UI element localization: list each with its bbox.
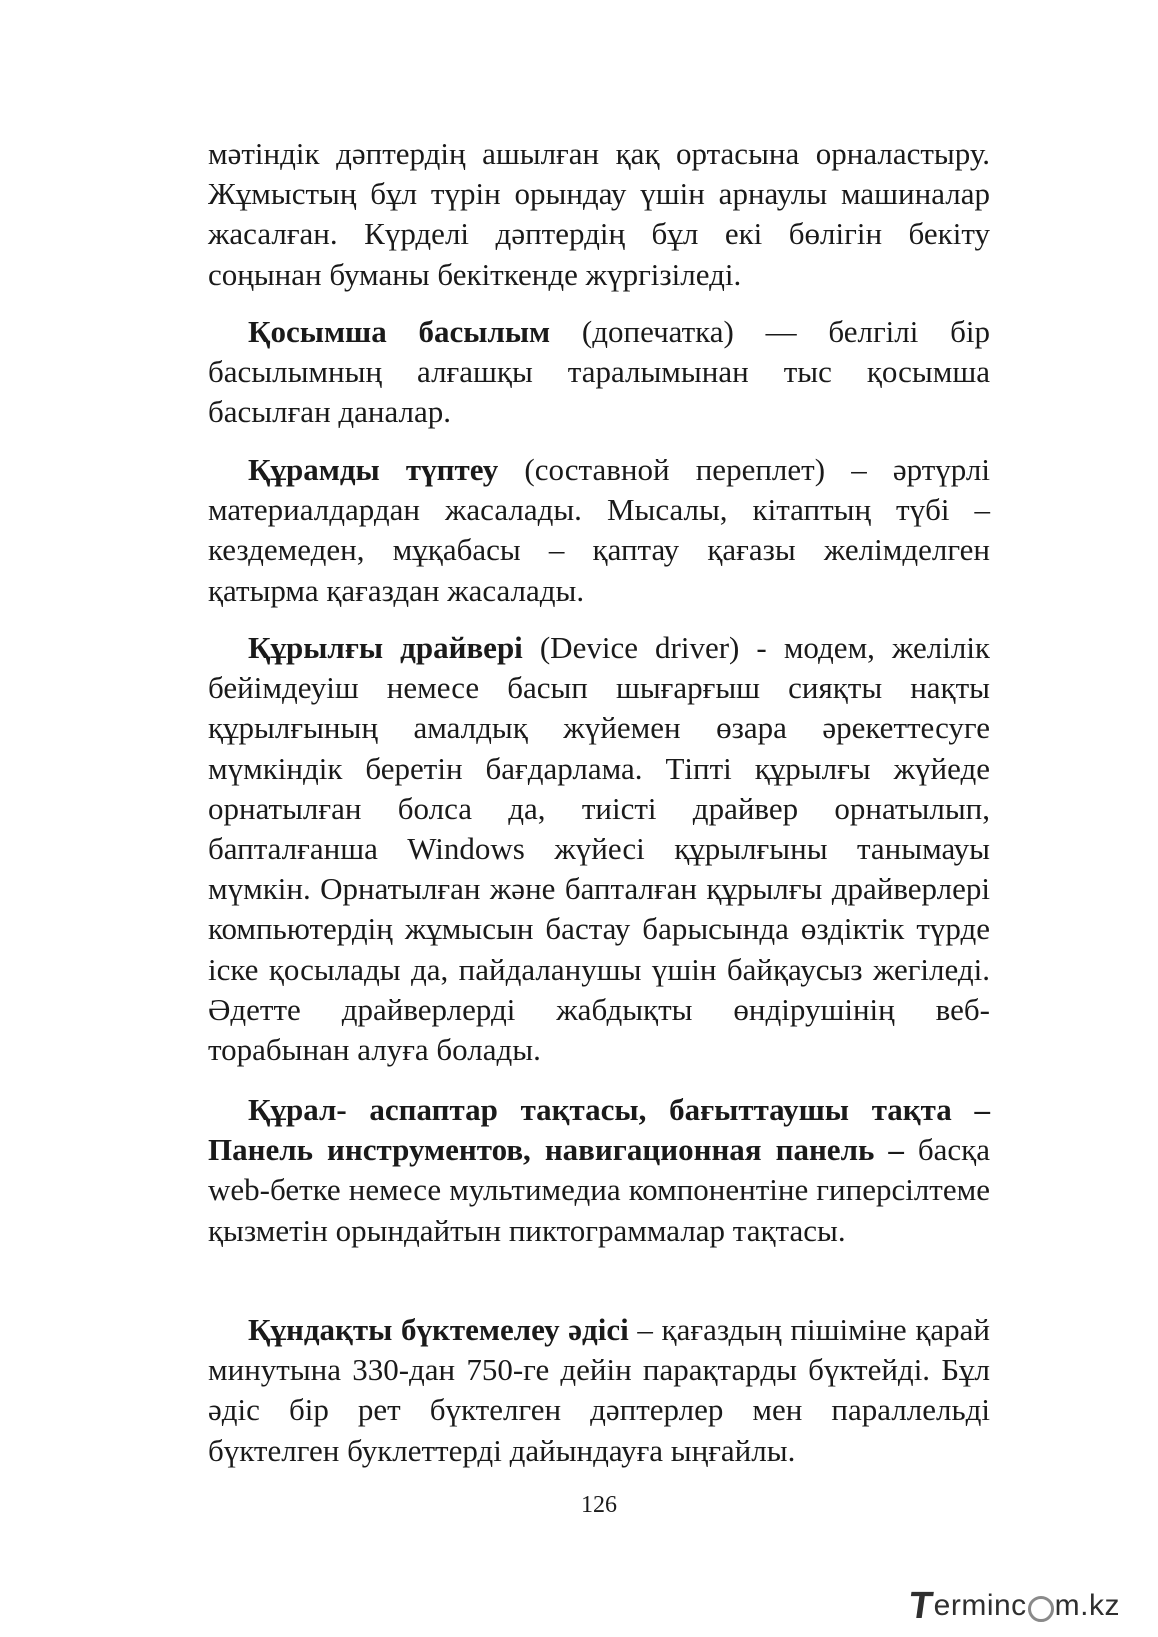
page-number: 126 [581, 1492, 617, 1518]
entry-qural-aspaptar-taqtasy [208, 1090, 990, 1251]
entry-qurylgy-draiveri [208, 628, 990, 1070]
entry-definition: (составной переплет) – әртүрлі материалдардан жасалады. Мысалы, кітаптың түбі – кездемеден, мұқабасы – қаптау қағазы желімделген қатырма қағаздан жасалады. [208, 452, 990, 608]
entry-qundaqty-buktemeley [208, 1310, 990, 1471]
entry-term: Құрал- аспаптар тақтасы, бағыттаушы тақта – Панель инструментов, навигационная панель – [208, 1092, 990, 1168]
paragraph-continuation [208, 134, 990, 295]
entry-term: Қосымша басылым [248, 314, 551, 349]
entry-term: Құрылғы драйвері [248, 630, 523, 665]
entry-term: Құндақты бүктемелеу әдісі [248, 1312, 629, 1347]
entry-term: Құрамды түптеу [248, 452, 499, 487]
entry-quramdy-tuptey [208, 450, 990, 611]
entry-definition: (допечатка) — белгілі бір басылымның алғашқы таралымынан тыс қосымша басылған даналар. [208, 314, 990, 430]
entry-definition: – қағаздың пішіміне қарай минутына 330-дан 750-ге дейін парақтарды бүктейді. Бұл әдіс бір рет бүктелген дәптерлер мен параллельді бүктелген буклеттерді дайындауға ыңғайлы. [208, 1312, 991, 1468]
paragraph-text: мәтіндік дәптердің ашылған қақ ортасына орналастыру. Жұмыстың бұл түрін орындау үшін арнаулы машиналар жасалған. Күрделі дәптердің бұл екі бөлігін бекіту соңынан буманы бекіткенде жүргізіледі. [208, 136, 990, 292]
logo-text-end: m.kz [1054, 1589, 1120, 1622]
entry-definition: (Device driver) - модем, желілік бейімдеуіш немесе басып шығарғыш сияқты нақты құрылғының амалдық жүйемен өзара әрекеттесуге мүмкіндік беретін бағдарлама. Тіпті құрылғы жүйеде орнатылған болса да, тиісті драйвер орнатылып, бапталғанша Windows жүйесі құрылғыны танымауы мүмкін. Орнатылған және бапталған құрылғы драйверлері компьютердің жұмысын бастау барысында өздіктік түрде іске қосылады да, пайдаланушы үшін байқаусыз жегіледі. Әдетте драйверлерді жабдықты өндірушінің веб-торабынан алуға болады. [208, 630, 990, 1068]
entry-qosymsha-basylym [208, 312, 990, 433]
termincom-logo [905, 1585, 1120, 1627]
logo-text-start: erminc [933, 1589, 1027, 1622]
logo-letter-t: T [905, 1585, 936, 1627]
logo-o-circle-icon [1028, 1596, 1054, 1622]
entry-definition: басқа web-бетке немесе мультимедиа компонентіне гиперсілтеме қызметін орындайтын пиктограммалар тақтасы. [208, 1132, 990, 1248]
